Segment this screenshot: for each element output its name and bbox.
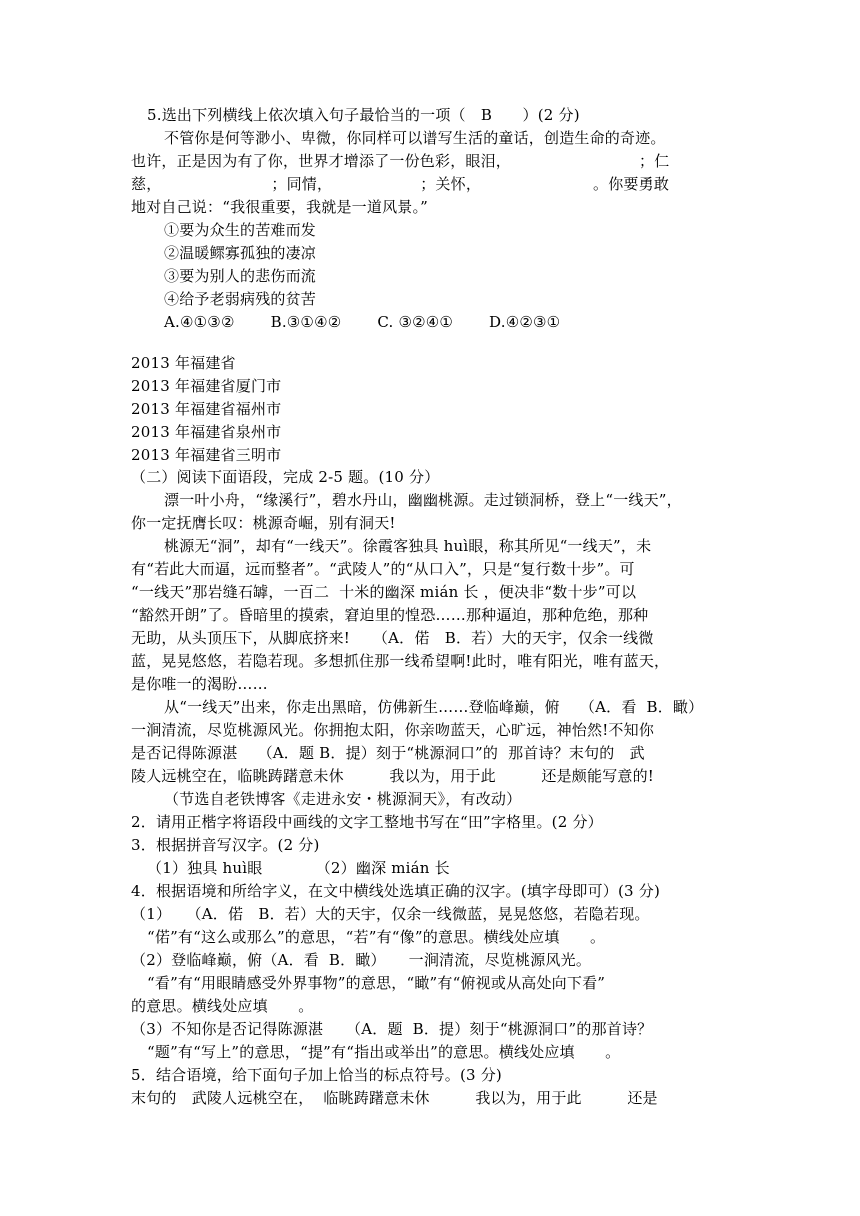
passage-line: 是否记得陈源湛 （A．题 B．提）刻于“桃源洞口”的 那首诗？末句的 武 <box>131 744 645 762</box>
question-line: （2）登临峰巅，俯（A．看 B．瞰） 一涧清流，尽览桃源风光。 <box>131 951 592 969</box>
passage-line: “一线天”那岩缝石罅，一百二 十米的幽深 mián 长 ，便决非“数十步”可以 <box>131 583 637 601</box>
answer-options <box>164 311 764 334</box>
reading-heading: （二）阅读下面语段，完成 2-5 题。(10 分） <box>131 468 440 486</box>
passage-line: 一涧清流，尽览桃源风光。你拥抱太阳，你亲吻蓝天，心旷远，神怡然!不知你 <box>131 721 655 739</box>
choice-item-4: ④给予老弱病残的贫苦 <box>164 290 317 308</box>
option-a: A.④①③② <box>164 313 235 331</box>
question-line: “看”有“用眼睛感受外界事物”的意思，“瞰”有“俯视或从高处向下看” <box>147 974 606 992</box>
passage-line: 蓝，晃晃悠悠，若隐若现。多想抓住那一线希望啊!此时，唯有阳光，唯有蓝天， <box>131 652 670 670</box>
choice-item-2: ②温暖鳏寡孤独的凄凉 <box>164 244 317 262</box>
option-b: B.③①④② <box>270 313 342 331</box>
question-5-passage-line-2: 也许，正是因为有了你，世界才增添了一份色彩，眼泪， ；仁 <box>131 152 670 170</box>
source-line: 2013 年福建省三明市 <box>131 446 282 464</box>
source-line: 2013 年福建省厦门市 <box>131 377 282 395</box>
question-line: 3．根据拼音写汉字。(2 分) <box>131 836 320 854</box>
passage-line: 桃源无“洞”，却有“一线天”。徐霞客独具 huì眼，称其所见“一线天”，未 <box>164 537 652 555</box>
passage-source-note: （节选自老铁博客《走进永安・桃源洞天》，有改动） <box>164 790 522 808</box>
question-line: （1）独具 huì眼 （2）幽深 mián 长 <box>147 859 450 877</box>
question-line: 5．结合语境，给下面句子加上恰当的标点符号。(3 分) <box>131 1066 502 1084</box>
question-line: 的意思。横线处应填 。 <box>131 997 314 1015</box>
passage-line: “豁然开朗”了。昏暗里的摸索，窘迫里的惶恐……那种逼迫，那种危绝，那种 <box>131 606 649 624</box>
source-line: 2013 年福建省福州市 <box>131 400 282 418</box>
source-line: 2013 年福建省泉州市 <box>131 423 282 441</box>
question-5-passage-line-1: 不管你是何等渺小、卑微，你同样可以谱写生活的童话，创造生命的奇迹。 <box>164 129 666 147</box>
question-5-title: 5.选出下列横线上依次填入句子最恰当的一项（ B ）(2 分) <box>147 106 580 124</box>
choice-item-3: ③要为别人的悲伤而流 <box>164 267 317 285</box>
option-c: C. ③②④① <box>377 313 454 331</box>
passage-line: 有“若此大而逼，远而整者”。“武陵人”的“从口入”，只是“复行数十步”。可 <box>131 560 635 578</box>
question-line: 2．请用正楷字将语段中画线的文字工整地书写在“田”字格里。(2 分） <box>131 813 603 831</box>
passage-line: 漂一叶小舟，“缘溪行”，碧水丹山，幽幽桃源。走过锁洞桥，登上“一线天”， <box>164 491 682 509</box>
question-5-passage-line-4: 地对自己说：“我很重要，我就是一道风景。” <box>131 198 429 216</box>
passage-line: 是你唯一的渴盼…… <box>131 675 268 693</box>
question-line: “题”有“写上”的意思，“提”有“指出或举出”的意思。横线处应填 。 <box>147 1043 621 1061</box>
passage-line: 陵人远桃空在，临眺踌躇意未休 我以为，用于此 还是颇能写意的! <box>131 767 655 785</box>
question-line: 末句的 武陵人远桃空在， 临眺踌躇意未休 我以为，用于此 还是 <box>131 1089 658 1107</box>
question-5-passage-line-3: 慈， ；同情， ；关怀， 。你要勇敢 <box>131 175 670 193</box>
question-line: （3）不知你是否记得陈源湛 （A．题 B．提）刻于“桃源洞口”的那首诗？ <box>131 1020 653 1038</box>
source-line: 2013 年福建省 <box>131 354 236 372</box>
choice-item-1: ①要为众生的苦难而发 <box>164 221 317 239</box>
passage-line: 无助，从头顶压下，从脚底挤来! （A．偌 B．若）大的天宇，仅余一线微 <box>131 629 654 647</box>
question-line: 4．根据语境和所给字义，在文中横线处选填正确的汉字。(填字母即可）(3 分) <box>131 882 661 900</box>
option-d: D.④②③① <box>489 313 561 331</box>
question-line: （1） （A．偌 B．若）大的天宇，仅余一线微蓝，晃晃悠悠，若隐若现。 <box>131 905 650 923</box>
question-line: “偌”有“这么或那么”的意思，“若”有“像”的意思。横线处应填 。 <box>147 928 606 946</box>
passage-line: 你一定抚膺长叹：桃源奇崛，别有洞天! <box>131 514 396 532</box>
passage-line: 从“一线天”出来，你走出黑暗，仿佛新生……登临峰巅，俯 （A．看 B．瞰） <box>164 698 704 716</box>
